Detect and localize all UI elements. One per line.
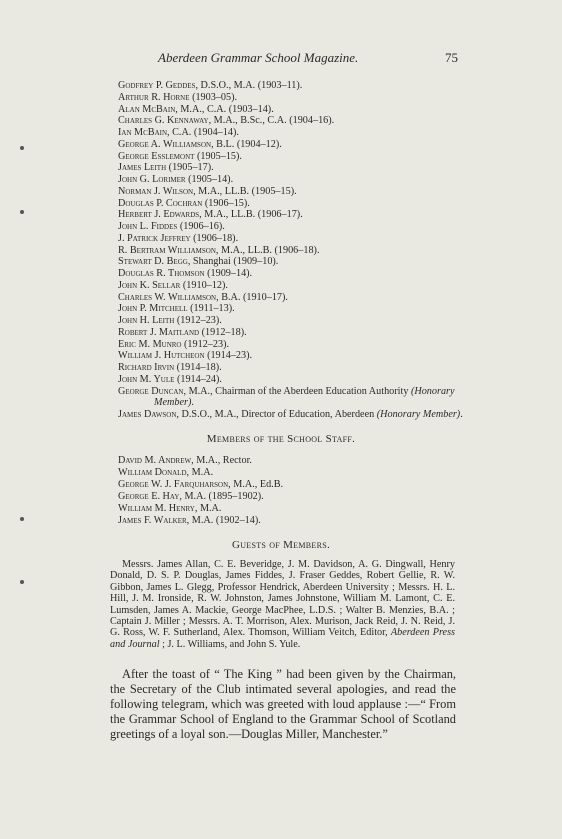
member-name: George Esslemont: [118, 150, 195, 162]
staff-entry: [118, 491, 463, 503]
member-name: George Duncan: [118, 385, 184, 397]
member-detail: (1910–12).: [180, 279, 228, 291]
member-name: R. Bertram Williamson: [118, 244, 216, 256]
member-name: James F. Walker: [118, 514, 187, 526]
member-detail: , M.A., C.A. (1903–14).: [175, 103, 274, 115]
member-tail: .: [460, 409, 463, 420]
staff-entry: [118, 467, 463, 479]
member-entry: [118, 303, 463, 315]
member-name: John H. Leith: [118, 315, 175, 326]
member-name: William M. Henry: [118, 502, 195, 514]
member-entry: [118, 386, 463, 410]
member-tail: .: [191, 397, 194, 409]
member-entry: [118, 409, 463, 421]
margin-mark: [20, 146, 24, 150]
member-entry: [118, 139, 463, 151]
member-entry: [118, 115, 463, 127]
member-name: Charles W. Williamson: [118, 291, 217, 303]
member-entry: [118, 209, 463, 221]
member-detail: (1914–24).: [174, 373, 222, 385]
member-entry: [118, 104, 463, 116]
page-header: [158, 50, 458, 70]
member-note: (Honorary Member): [154, 385, 455, 409]
margin-mark: [20, 580, 24, 584]
staff-entry: [118, 503, 463, 515]
member-entry: [118, 80, 463, 92]
member-detail: (1906–16).: [177, 221, 225, 232]
member-name: James Dawson: [118, 409, 177, 420]
member-entry: [118, 198, 463, 210]
member-entry: [118, 92, 463, 104]
member-name: Arthur R. Horne: [118, 91, 190, 103]
member-entry: [118, 221, 463, 233]
member-name: David M. Andrew: [118, 455, 192, 466]
member-detail: (1906–18).: [190, 232, 239, 244]
member-name: John G. Lorimer: [118, 174, 186, 185]
member-name: Charles G. Kennaway: [118, 115, 209, 127]
member-detail: (1905–17).: [166, 162, 214, 174]
member-detail: , M.A., Rector.: [191, 455, 252, 466]
member-detail: , Shanghai (1909–10).: [187, 256, 279, 268]
member-name: John M. Yule: [118, 373, 175, 385]
member-detail: , M.A., LL.B. (1905–15).: [193, 185, 297, 197]
member-name: William Donald: [118, 466, 187, 478]
member-detail: (1914–23).: [204, 350, 253, 362]
member-entry: [118, 339, 463, 351]
member-detail: , M.A.: [186, 466, 214, 478]
member-entry: [118, 162, 463, 174]
member-detail: (1914–18).: [174, 362, 222, 373]
member-detail: , M.A., Ed.B.: [228, 478, 284, 490]
member-detail: (1903–05).: [189, 91, 238, 103]
member-name: J. Patrick Jeffrey: [118, 232, 191, 244]
guests-text-a: Messrs. James Allan, C. E. Beveridge, J. M. Davidson, A. G. Dingwall, Henry Donald, D. S. P. Douglas, James Fiddes, J. Fraser Geddes, Robert Gellie, R. W. Gibbon, James L. Glegg, Professor Hendrick, Aberdeen University ; Messrs. H. L. Hill, J. M. Ironside, R. W. Johnston, James Johnstone, William M. Lamont, C. E. Lumsden, James A. Mackie, George MacPhee, L.D.S. ; Walter B. Menzies, B.A. ; Captain J. Miller ; Messrs. A. T. Morrison, Alex. Murison, Jack Reid, J. N. Reid, J. G. Ross, W. F. Sutherland, Alex. Thomson, William Veitch, Editor,: [110, 559, 455, 639]
staff-entry: [118, 515, 463, 527]
member-detail: , C.A. (1904–14).: [167, 127, 239, 138]
member-note: (Honorary Member): [376, 409, 461, 420]
member-detail: , M.A. (1902–14).: [186, 514, 261, 526]
member-name: John K. Sellar: [118, 279, 181, 291]
member-entry: [118, 233, 463, 245]
member-entry: [118, 315, 463, 327]
member-detail: , M.A.: [194, 502, 222, 514]
member-entry: [118, 174, 463, 186]
member-detail: (1912–23).: [181, 338, 230, 350]
member-name: Richard Irvin: [118, 362, 175, 373]
member-name: Alan McBain: [118, 103, 176, 115]
members-list: [118, 80, 463, 421]
member-name: Robert J. Maitland: [118, 326, 200, 338]
member-entry: [118, 327, 463, 339]
member-name: John P. Mitchell: [118, 303, 188, 315]
staff-list: [118, 455, 463, 526]
member-entry: [118, 362, 463, 374]
member-name: Ian McBain: [118, 127, 168, 138]
member-entry: [118, 280, 463, 292]
guests-paragraph: [110, 559, 455, 650]
member-name: Herbert J. Edwards: [118, 209, 200, 221]
member-name: William J. Hutcheon: [118, 350, 205, 362]
guests-text-italic: Aberdeen Press and Journal: [110, 627, 455, 650]
member-name: Eric M. Munro: [118, 338, 182, 350]
member-detail: (1906–15).: [202, 197, 250, 209]
member-detail: (1912–23).: [174, 315, 222, 326]
staff-entry: [118, 479, 463, 491]
member-name: Stewart D. Begg: [118, 256, 188, 268]
member-name: John L. Fiddes: [118, 221, 178, 232]
member-entry: [118, 127, 463, 139]
running-title: Aberdeen Grammar School Magazine.: [158, 50, 359, 65]
member-name: Godfrey P. Geddes: [118, 80, 196, 91]
page-number: 75: [445, 50, 458, 65]
guests-section-title: Guests of Members.: [231, 539, 331, 551]
member-name: George A. Williamson: [118, 138, 212, 150]
staff-section-title: Members of the School Staff.: [206, 433, 356, 445]
member-detail: (1912–18).: [199, 326, 247, 338]
closing-paragraph: After the toast of “ The King ” had been given by the Chairman, the Secretary of the Club intimated several apologies, and read the following telegram, which was greeted with loud applause :—“ From the Grammar School of England to the Grammar School of Scotland greetings of a loyal son.—Douglas Miller, Manchester.”: [110, 667, 456, 741]
member-entry: [118, 350, 463, 362]
member-detail: , M.A., LL.B. (1906–18).: [215, 244, 320, 256]
member-name: Douglas P. Cochran: [118, 197, 203, 209]
member-detail: , D.S.O., M.A., Director of Education, Aberdeen: [176, 409, 377, 420]
member-detail: , D.S.O., M.A. (1903–11).: [195, 80, 303, 91]
member-detail: (1909–14).: [204, 268, 253, 279]
member-detail: , M.A., LL.B. (1906–17).: [199, 209, 303, 221]
member-entry: [118, 245, 463, 257]
member-entry: [118, 151, 463, 163]
member-detail: (1905–15).: [194, 150, 242, 162]
member-detail: (1905–14).: [185, 174, 234, 185]
member-detail: , M.A., B.Sc., C.A. (1904–16).: [208, 115, 335, 127]
member-entry: [118, 186, 463, 198]
member-name: Douglas R. Thomson: [118, 268, 205, 279]
member-detail: (1911–13).: [187, 303, 235, 315]
member-name: Norman J. Wilson: [118, 185, 194, 197]
member-detail: , M.A. (1895–1902).: [179, 490, 264, 502]
member-entry: [118, 256, 463, 268]
member-name: George W. J. Farquharson: [118, 478, 229, 490]
margin-mark: [20, 210, 24, 214]
member-name: James Leith: [118, 162, 167, 174]
member-entry: [118, 374, 463, 386]
member-detail: , B.A. (1910–17).: [216, 291, 288, 303]
member-detail: , B.L. (1904–12).: [211, 138, 282, 150]
guests-text-b: ; J. L. Williams, and John S. Yule.: [159, 638, 301, 650]
member-detail: , M.A., Chairman of the Aberdeen Education Authority: [183, 385, 411, 397]
staff-entry: [118, 455, 463, 467]
member-entry: [118, 268, 463, 280]
member-entry: [118, 292, 463, 304]
member-name: George E. Hay: [118, 490, 180, 502]
margin-mark: [20, 517, 24, 521]
